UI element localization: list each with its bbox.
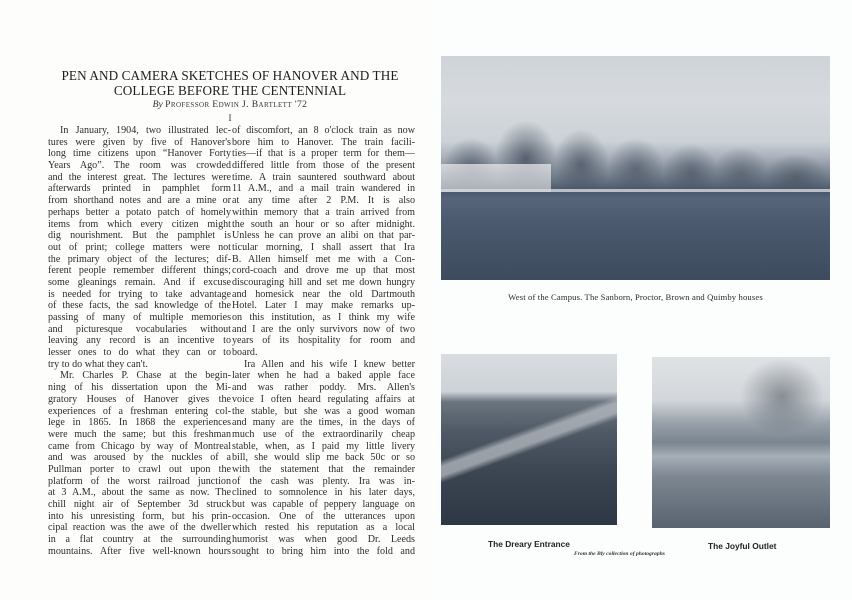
- text-line: the south an hour or so after midnight.: [232, 218, 415, 230]
- text-line: is needed for trying to take advantage: [48, 288, 231, 300]
- text-line: and picturesque vocabularies without: [48, 323, 231, 335]
- photo-dreary-entrance: [441, 354, 617, 525]
- text-line: platform of the worst railroad junction: [48, 475, 231, 487]
- text-line: lege in 1865. In 1868 the experiences: [48, 417, 231, 429]
- photo-houses: [441, 164, 551, 192]
- text-line: the stable, but she was a good woman: [232, 405, 415, 417]
- byline-by: By: [152, 99, 163, 110]
- text-line: out of print; college matters were not: [48, 241, 231, 253]
- text-line: cipal reaction was the awe of the dweller: [48, 522, 231, 534]
- text-line: with the statement that the remainder: [232, 463, 415, 475]
- text-line: sought to bring him into the fold and: [232, 545, 415, 557]
- right-page: [426, 0, 852, 600]
- text-line: chill night air of September 3d struck: [48, 499, 231, 510]
- text-column-2: [232, 125, 415, 557]
- text-line: years of its hospitality for room and: [232, 335, 415, 347]
- text-line: on this institution, as I think my wife: [232, 312, 415, 323]
- text-line: passing of many of multiple memories: [48, 312, 231, 323]
- text-line: later when he had a baked apple face: [232, 370, 415, 382]
- text-line: and the interest great. The lectures were: [48, 171, 231, 183]
- main-photo-caption: West of the Campus. The Sanborn, Proctor, Brown and Quimby houses: [508, 292, 763, 302]
- text-line: lesser ones to do what they can or to: [48, 347, 231, 359]
- byline: [40, 99, 420, 110]
- caption-joyful-outlet: The Joyful Outlet: [708, 541, 777, 551]
- text-line: of the cash was plenty. Ira was in-: [232, 475, 415, 487]
- text-line: and homesick near the old Dartmouth: [232, 288, 415, 300]
- text-line: and I are the only survivors now of two: [232, 323, 415, 335]
- title-line-2: COLLEGE BEFORE THE CENTENNIAL: [113, 83, 347, 98]
- text-line: tures were given by five of Hanover's: [48, 136, 231, 148]
- text-line: much use of the extraordinarily cheap: [232, 428, 415, 440]
- text-line: time. A train sauntered southward about: [232, 171, 415, 183]
- article-title: [40, 68, 420, 98]
- text-line: Mr. Charles P. Chase at the begin-: [60, 370, 231, 382]
- text-line: experiences of a freshman entering col-: [48, 405, 231, 417]
- text-line: voice I often heard regulating affairs at: [232, 393, 415, 405]
- text-line: came from Chicago by way of Montreal: [48, 440, 231, 452]
- text-line: clined to somnolence in his later days,: [232, 487, 415, 499]
- photo-fence: [441, 189, 830, 192]
- text-line: the primary object of the lectures; dif-: [48, 253, 231, 265]
- text-line: in a flat country at the surrounding: [48, 534, 231, 546]
- text-line: leaving any record is an incentive to: [48, 335, 231, 347]
- text-line: into his unresisting form, but his prin-: [48, 510, 231, 522]
- photo-joyful-outlet: [652, 357, 830, 528]
- text-line: long time citizens upon “Hanover Forty: [48, 148, 231, 160]
- text-line: mountains. After five well-known hours: [48, 545, 231, 557]
- text-line: gratory Houses of Hanover gives the: [48, 393, 231, 405]
- text-line: which rested his reputation as a local: [232, 522, 415, 534]
- text-line: and many are the times, in the days of: [232, 417, 415, 429]
- text-line: Years Ago”. The room was crowded: [48, 160, 231, 172]
- text-line: dig nourishment. But the pamphlet is: [48, 230, 231, 242]
- text-line: cord-coach and drove me up that most: [232, 265, 415, 277]
- text-line: items from which every citizen might: [48, 218, 231, 230]
- text-line: ning of his dissertation upon the Mi-: [48, 382, 231, 394]
- photo-credit: From the Bly collection of photographs: [574, 551, 665, 557]
- text-column-1: [48, 125, 231, 557]
- text-line: ties—if that is a proper term for them—: [232, 148, 415, 160]
- text-line: of these facts, the sad knowledge of the: [48, 300, 231, 312]
- caption-dreary-entrance: The Dreary Entrance: [488, 539, 570, 549]
- text-line: Hotel. Later I may make remarks up-: [232, 300, 415, 312]
- text-line: Pullman porter to crawl out upon the: [48, 463, 231, 475]
- text-line: some gleanings remain. And if excuse: [48, 276, 231, 288]
- text-line: and was rather poddy. Mrs. Allen's: [232, 382, 415, 394]
- text-line: stable, when, as I paid my little livery: [232, 440, 415, 452]
- text-line: board.: [232, 347, 258, 359]
- text-line: within memory that a train arrived from: [232, 206, 415, 218]
- text-line: try to do what they can't.: [48, 358, 148, 370]
- text-line: differed little from those of the present: [232, 160, 415, 172]
- text-line: were much the same; but this freshman: [48, 428, 231, 440]
- text-line: bore him to Hanover. The train facili-: [232, 136, 415, 148]
- byline-author: Professor Edwin J. Bartlett '72: [165, 99, 308, 110]
- text-line: 11 A.M., and a mail train wandered in: [232, 183, 415, 195]
- text-line: discouraging hill and set me down hungry: [232, 276, 415, 288]
- photo-west-of-campus: [441, 56, 830, 280]
- text-line: at any time after 2 P.M. It is also: [232, 195, 415, 207]
- text-line: Unless he can prove an alibi on that par-: [232, 230, 415, 242]
- text-line: from shorthand notes and are a mine or: [48, 195, 231, 207]
- text-line: humorist was when good Dr. Leeds: [232, 534, 415, 546]
- text-line: perhaps better a potato patch of homely: [48, 206, 231, 218]
- text-line: afterwards printed in pamphlet form: [48, 183, 231, 195]
- title-line-1: PEN AND CAMERA SKETCHES OF HANOVER AND THE: [61, 68, 399, 83]
- text-line: and was aroused by the nuckles of a: [48, 452, 231, 464]
- text-line: bill, she would slip me back 50c or so: [232, 452, 415, 464]
- text-line: occasion. One of the utterances upon: [232, 510, 415, 522]
- section-number: I: [228, 113, 232, 123]
- text-line: Ira Allen and his wife I knew better: [244, 358, 415, 370]
- text-line: In January, 1904, two illustrated lec-: [60, 125, 231, 136]
- text-line: B. Allen himself met me with a Con-: [232, 253, 415, 265]
- text-line: ferent people remember different things;: [48, 265, 231, 277]
- text-line: of discomfort, an 8 o'clock train as now: [232, 125, 415, 136]
- text-line: at 3 A.M., about the same as now. The: [48, 487, 231, 499]
- text-line: but was capable of peppery language on: [232, 499, 415, 510]
- text-line: ticular morning, I shall assert that Ira: [232, 241, 415, 253]
